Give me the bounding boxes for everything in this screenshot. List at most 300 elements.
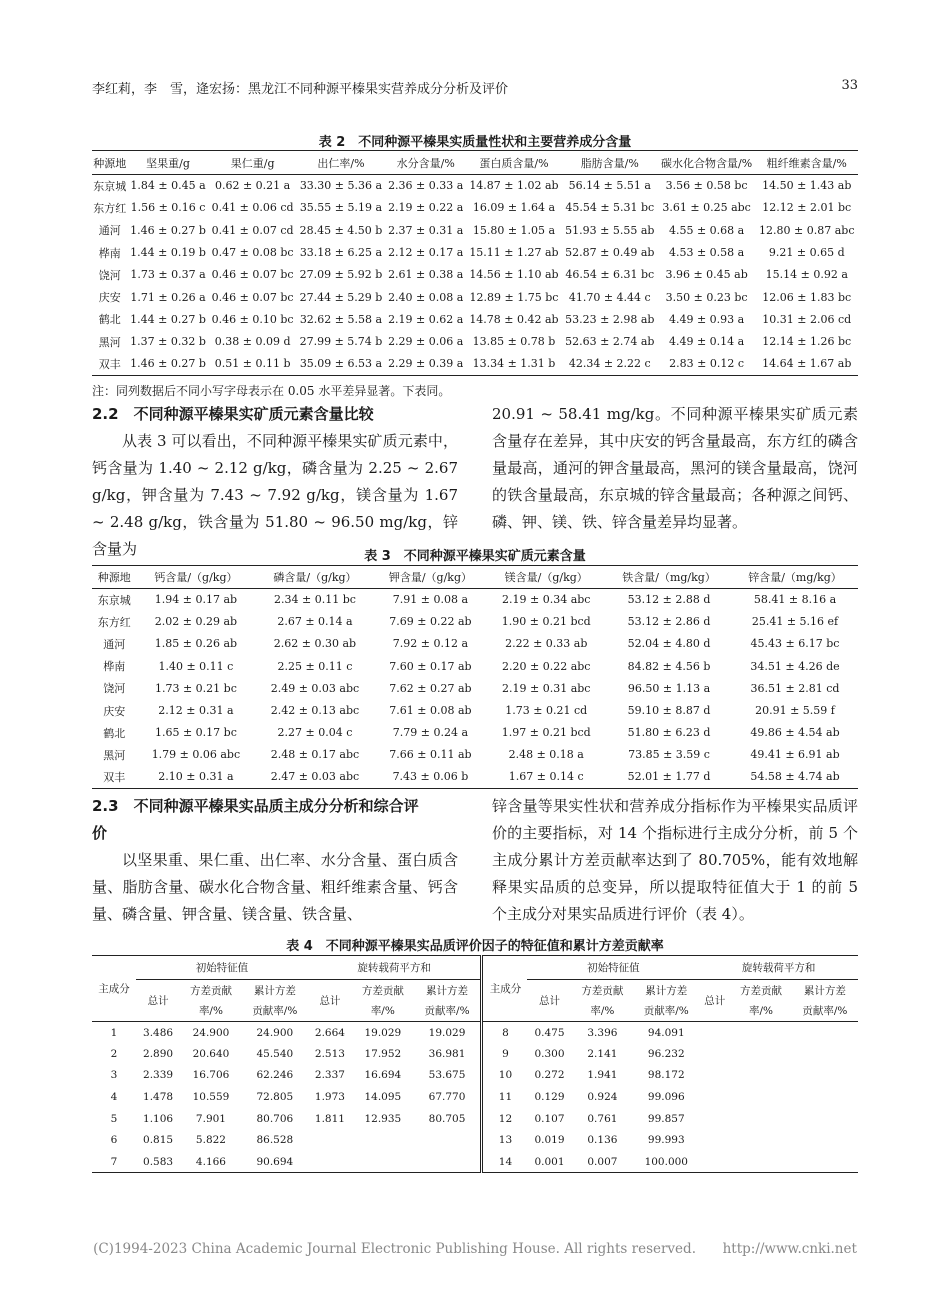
- table2-cell: 3.61 ± 0.25 abc: [662, 201, 751, 215]
- footer-copyright: (C)1994-2023 China Academic Journal Electronic Publishing House. All rights reserved.: [93, 1241, 696, 1257]
- table4-cell: 2.141: [587, 1047, 618, 1060]
- table4-cell: 94.091: [647, 1026, 685, 1039]
- table4-cell: [414, 1129, 482, 1151]
- table2: [92, 150, 858, 376]
- table2-cell: 0.62 ± 0.21 a: [214, 179, 291, 193]
- section-2-2-heading: 2.2 不同种源平榛果实矿质元素含量比较: [92, 405, 374, 423]
- table4-cell: 5.822: [195, 1134, 226, 1147]
- table3-cell: 2.34 ± 0.11 bc: [274, 593, 356, 607]
- table4-cell: 13: [482, 1129, 528, 1151]
- table4-cell: [414, 1151, 482, 1173]
- table4-cell: 14.095: [364, 1091, 402, 1104]
- table2-row-label: 黑河: [98, 335, 121, 349]
- table4-cell: [699, 1043, 730, 1065]
- table3-cell: 1.73 ± 0.21 bc: [154, 681, 237, 695]
- table2-cell: 33.30 ± 5.36 a: [299, 179, 383, 193]
- table-row: [92, 655, 858, 677]
- table4: [92, 955, 858, 1173]
- table2-column-header: 粗纤维素含量/%: [766, 156, 847, 170]
- table4-cell: 14: [482, 1151, 528, 1173]
- table2-column-header: 出仁率/%: [317, 156, 365, 170]
- section-2-3-heading-line1: 2.3 不同种源平榛果实品质主成分分析和综合评: [92, 797, 419, 815]
- table3-row-label: 东京城: [97, 593, 131, 607]
- table3-cell: 2.47 ± 0.03 abc: [270, 770, 360, 784]
- table4-cell: 4: [110, 1091, 118, 1104]
- section-2-3-left-column: [92, 847, 458, 928]
- table4-cell: 11: [482, 1086, 528, 1108]
- table4-cell: 16.706: [192, 1069, 230, 1082]
- table2-row-label: 桦南: [98, 246, 121, 260]
- section-2-3-right-column: [492, 793, 858, 928]
- section-2-2-paragraph-right: 20.91 ~ 58.41 mg/kg。不同种源平榛果实矿质元素含量存在差异，其中庆安的钙含量最高，东方红的磷含量最高，通河的钾含量最高，黑河的镁含量最高，饶河的铁含量最高，东京城的锌含量最高；各种源之间钙、磷、钾、镁、铁、锌含量差异均显著。: [492, 405, 858, 531]
- table2-cell: 15.14 ± 0.92 a: [765, 268, 848, 282]
- table4-header-initial-right: 初始特征值: [527, 956, 699, 980]
- table4-cell: [730, 1129, 792, 1151]
- table4-col-variance: 方差贡献: [581, 984, 624, 997]
- table4-col-variance-unit: 率/%: [198, 1005, 223, 1018]
- table2-cell: 2.37 ± 0.31 a: [388, 223, 464, 237]
- table2-cell: 1.56 ± 0.16 c: [130, 201, 206, 215]
- table2-row-label: 鹤北: [98, 313, 121, 327]
- table3-cell: 2.67 ± 0.14 a: [277, 615, 353, 629]
- table3-cell: 2.19 ± 0.31 abc: [502, 681, 591, 695]
- table4-cell: 53.675: [428, 1069, 466, 1082]
- table3-caption: 表 3 不同种源平榛果实矿质元素含量: [364, 549, 586, 564]
- table2-cell: 0.51 ± 0.11 b: [214, 357, 291, 371]
- table3-cell: 2.02 ± 0.29 ab: [154, 615, 238, 629]
- table4-cell: [792, 1129, 858, 1151]
- table4-col-variance: 方差贡献: [189, 984, 232, 997]
- table2-cell: 45.54 ± 5.31 bc: [565, 201, 655, 215]
- table4-cell: 80.706: [256, 1112, 294, 1125]
- table4-cell: 19.029: [364, 1026, 402, 1039]
- table4-cell: [792, 1151, 858, 1173]
- table2-cell: 27.09 ± 5.92 b: [299, 268, 383, 282]
- table4-col-total: 总计: [699, 980, 730, 1022]
- table3-cell: 2.19 ± 0.34 abc: [502, 593, 591, 607]
- table-row: [92, 1065, 858, 1087]
- table-row: [92, 219, 858, 241]
- table-row: [92, 1129, 858, 1151]
- table2-cell: 14.56 ± 1.10 ab: [469, 268, 559, 282]
- table2-column-header: 水分含量/%: [396, 156, 455, 170]
- table4-header-rotated-left: 旋转载荷平方和: [308, 956, 482, 980]
- table4-cell: [352, 1129, 414, 1151]
- table3-cell: 45.43 ± 6.17 bc: [750, 637, 840, 651]
- table2-cell: 10.31 ± 2.06 cd: [762, 312, 852, 326]
- table2-note: 注：同列数据后不同小写字母表示在 0.05 水平差异显著。下表同。: [92, 384, 451, 398]
- table4-cell: [699, 1151, 730, 1173]
- table-row: [92, 633, 858, 655]
- table3-cell: 7.61 ± 0.08 ab: [389, 704, 472, 718]
- table3-cell: 51.80 ± 6.23 d: [627, 726, 711, 740]
- table2-row-label: 庆安: [98, 291, 121, 305]
- table4-cell: 99.096: [647, 1091, 685, 1104]
- section-2-2-left-column: [92, 428, 458, 563]
- table3-cell: 2.20 ± 0.22 abc: [502, 659, 591, 673]
- table2-column-header: 果仁重/g: [230, 156, 275, 170]
- table3-cell: 59.10 ± 8.87 d: [627, 704, 711, 718]
- table4-col-total: 总计: [308, 980, 352, 1022]
- table2-row-label: 东京城: [93, 179, 127, 193]
- table2-cell: 4.53 ± 0.58 a: [668, 246, 745, 260]
- table2-cell: 14.78 ± 0.42 ab: [469, 312, 559, 326]
- table4-caption: 表 4 不同种源平榛果实品质评价因子的特征值和累计方差贡献率: [286, 939, 664, 954]
- table2-cell: 0.46 ± 0.10 bc: [211, 312, 294, 326]
- table2-column-header: 坚果重/g: [146, 156, 190, 170]
- table4-cell: [308, 1151, 352, 1173]
- table3-row-label: 鹤北: [103, 726, 126, 740]
- table3-cell: 7.79 ± 0.24 a: [392, 726, 469, 740]
- table2-caption: 表 2 不同种源平榛果实质量性状和主要营养成分含量: [318, 135, 632, 150]
- table4-cell: 99.857: [647, 1112, 685, 1125]
- table2-cell: 13.34 ± 1.31 b: [472, 357, 556, 371]
- table3-cell: 7.62 ± 0.27 ab: [389, 681, 472, 695]
- table4-cell: 2.339: [143, 1069, 174, 1082]
- table-row: [92, 1043, 858, 1065]
- table4-cell: 1.106: [143, 1112, 174, 1125]
- table4-cell: [699, 1065, 730, 1087]
- table3-row-label: 双丰: [103, 770, 126, 784]
- table3-cell: 1.90 ± 0.21 bcd: [501, 615, 591, 629]
- table4-cell: 0.761: [587, 1112, 618, 1125]
- table4-cell: [730, 1065, 792, 1087]
- table3-cell: 2.27 ± 0.04 c: [277, 726, 353, 740]
- table4-cell: 90.694: [256, 1155, 294, 1168]
- table4-cell: [792, 1065, 858, 1087]
- table3-column-header: 种源地: [97, 571, 131, 584]
- table2-cell: 3.96 ± 0.45 ab: [665, 268, 748, 282]
- table4-cell: 0.475: [534, 1026, 565, 1039]
- table2-column-header: 蛋白质含量/%: [479, 156, 549, 170]
- table3-cell: 49.86 ± 4.54 ab: [750, 726, 840, 740]
- table4-col-cumulative: 累计方差: [645, 984, 688, 997]
- table-row: [92, 744, 858, 766]
- table4-cell: 0.019: [534, 1134, 565, 1147]
- table2-cell: 27.99 ± 5.74 b: [299, 335, 383, 349]
- table4-col-variance: 方差贡献: [739, 984, 782, 997]
- table3-cell: 1.40 ± 0.11 c: [158, 659, 234, 673]
- table3: [92, 565, 858, 789]
- table4-cell: [792, 1022, 858, 1044]
- table2-cell: 12.12 ± 2.01 bc: [762, 201, 852, 215]
- table4-cell: 0.136: [587, 1134, 618, 1147]
- table4-cell: 0.007: [587, 1155, 618, 1168]
- table-row: [92, 308, 858, 330]
- table4-cell: 0.001: [534, 1155, 565, 1168]
- table4-col-cumulative: 累计方差: [253, 984, 296, 997]
- table3-cell: 1.79 ± 0.06 abc: [151, 748, 241, 762]
- table3-cell: 1.97 ± 0.21 bcd: [501, 726, 591, 740]
- table3-column-header: 镁含量/（g/kg）: [504, 571, 588, 584]
- table3-cell: 7.69 ± 0.22 ab: [389, 615, 472, 629]
- table2-cell: 16.09 ± 1.64 a: [472, 201, 556, 215]
- table4-header-component-left: 主成分: [92, 956, 136, 1022]
- table2-cell: 1.37 ± 0.32 b: [130, 335, 206, 349]
- table4-cell: 2.664: [314, 1026, 345, 1039]
- table2-cell: 53.23 ± 2.98 ab: [565, 312, 655, 326]
- table2-cell: 35.55 ± 5.19 a: [299, 201, 383, 215]
- table3-cell: 49.41 ± 6.91 ab: [750, 748, 840, 762]
- table2-cell: 46.54 ± 6.31 bc: [565, 268, 655, 282]
- table4-cell: 24.900: [192, 1026, 230, 1039]
- table4-col-cumulative-unit: 贡献率/%: [802, 1005, 848, 1018]
- table4-cell: 2.513: [314, 1047, 345, 1060]
- table4-col-cumulative: 累计方差: [803, 984, 846, 997]
- table2-cell: 2.40 ± 0.08 a: [388, 290, 464, 304]
- table2-cell: 1.84 ± 0.45 a: [130, 179, 206, 193]
- table4-cell: 67.770: [428, 1091, 466, 1104]
- table4-cell: [699, 1108, 730, 1130]
- table2-cell: 4.55 ± 0.68 a: [668, 223, 745, 237]
- table2-cell: 41.70 ± 4.44 c: [568, 290, 651, 304]
- table4-cell: 0.272: [534, 1069, 565, 1082]
- table3-column-header: 钾含量/（g/kg）: [388, 571, 473, 584]
- running-header: [92, 78, 858, 97]
- table4-cell: 100.000: [644, 1155, 688, 1168]
- table2-cell: 14.87 ± 1.02 ab: [469, 179, 559, 193]
- table4-cell: 24.900: [256, 1026, 294, 1039]
- table3-column-header: 磷含量/（g/kg）: [273, 571, 357, 584]
- table4-cell: 2: [110, 1047, 118, 1060]
- table3-cell: 2.49 ± 0.03 abc: [270, 681, 360, 695]
- table3-cell: 2.22 ± 0.33 ab: [505, 637, 588, 651]
- table4-cell: [730, 1108, 792, 1130]
- table2-cell: 0.47 ± 0.08 bc: [211, 246, 294, 260]
- table3-cell: 53.12 ± 2.88 d: [627, 593, 711, 607]
- section-2-3-heading: [92, 793, 458, 847]
- table4-cell: [699, 1129, 730, 1151]
- table4-cell: [730, 1151, 792, 1173]
- table3-column-header: 锌含量/（mg/kg）: [748, 571, 842, 584]
- table3-cell: 2.48 ± 0.17 abc: [270, 748, 360, 762]
- table-row: [92, 331, 858, 353]
- table4-cell: 0.815: [143, 1134, 174, 1147]
- table4-col-total: 总计: [527, 980, 571, 1022]
- table3-cell: 96.50 ± 1.13 a: [627, 681, 711, 695]
- table4-header-rotated-right: 旋转载荷平方和: [699, 956, 858, 980]
- table2-cell: 15.80 ± 1.05 a: [472, 223, 556, 237]
- table-row: [92, 766, 858, 788]
- table2-row-label: 通河: [98, 224, 121, 238]
- table-row: [92, 286, 858, 308]
- table2-cell: 1.71 ± 0.26 a: [130, 290, 206, 304]
- table2-cell: 14.50 ± 1.43 ab: [762, 179, 852, 193]
- footer: [0, 1241, 950, 1257]
- table2-cell: 32.62 ± 5.58 a: [299, 312, 383, 326]
- table4-cell: [699, 1086, 730, 1108]
- section-2-2-paragraph-left: 从表 3 可以看出，不同种源平榛果实矿质元素中，钙含量为 1.40 ~ 2.12 g/kg，磷含量为 2.25 ~ 2.67 g/kg，钾含量为 7.43 ~ 7.92 g/kg，镁含量为 1.67 ~ 2.48 g/kg，铁含量为 51.80 ~ 96.50 mg/kg，锌含量为: [92, 432, 458, 558]
- table2-cell: 56.14 ± 5.51 a: [568, 179, 651, 193]
- table-row: [92, 241, 858, 263]
- table3-cell: 7.60 ± 0.17 ab: [389, 659, 472, 673]
- table4-cell: 12: [482, 1108, 528, 1130]
- footer-url: http://www.cnki.net: [722, 1241, 857, 1257]
- table4-cell: [699, 1022, 730, 1044]
- table2-cell: 2.19 ± 0.62 a: [388, 312, 464, 326]
- table3-cell: 84.82 ± 4.56 b: [627, 659, 711, 673]
- table4-col-variance-unit: 率/%: [748, 1005, 773, 1018]
- table3-cell: 7.43 ± 0.06 b: [392, 770, 469, 784]
- table2-cell: 0.38 ± 0.09 d: [214, 335, 291, 349]
- table3-row-label: 庆安: [103, 704, 126, 718]
- table3-cell: 7.92 ± 0.12 a: [392, 637, 469, 651]
- table2-cell: 1.46 ± 0.27 b: [130, 357, 206, 371]
- table3-cell: 73.85 ± 3.59 c: [628, 748, 710, 762]
- table3-row-label: 饶河: [103, 682, 126, 696]
- table2-cell: 2.61 ± 0.38 a: [388, 268, 464, 282]
- table4-cell: 86.528: [256, 1134, 294, 1147]
- table3-cell: 52.04 ± 4.80 d: [627, 637, 711, 651]
- table4-cell: 0.924: [587, 1091, 618, 1104]
- table3-column-header: 铁含量/（mg/kg）: [622, 571, 716, 584]
- table3-cell: 1.94 ± 0.17 ab: [154, 593, 238, 607]
- table2-cell: 3.50 ± 0.23 bc: [665, 290, 748, 304]
- table2-cell: 12.89 ± 1.75 bc: [469, 290, 559, 304]
- table4-cell: 62.246: [256, 1069, 294, 1082]
- table4-cell: 16.694: [364, 1069, 402, 1082]
- table4-cell: 3.486: [143, 1026, 174, 1039]
- table3-cell: 20.91 ± 5.59 f: [755, 704, 835, 718]
- table4-cell: [352, 1151, 414, 1173]
- table4-col-variance: 方差贡献: [361, 984, 404, 997]
- table4-cell: [308, 1129, 352, 1151]
- table3-cell: 2.25 ± 0.11 c: [277, 659, 353, 673]
- running-title: 李红莉，李 雪，逄宏扬：黑龙江不同种源平榛果实营养成分分析及评价: [92, 82, 509, 97]
- table2-cell: 28.45 ± 4.50 b: [299, 223, 383, 237]
- table2-cell: 35.09 ± 6.53 a: [299, 357, 383, 371]
- table2-cell: 12.80 ± 0.87 abc: [759, 223, 855, 237]
- table4-header-component-right: 主成分: [482, 956, 528, 1022]
- table3-row-label: 东方红: [97, 615, 131, 629]
- table4-cell: 0.583: [143, 1155, 174, 1168]
- table4-cell: 17.952: [364, 1047, 402, 1060]
- table4-cell: 20.640: [192, 1047, 230, 1060]
- table3-cell: 1.73 ± 0.21 cd: [505, 704, 588, 718]
- table3-cell: 2.62 ± 0.30 ab: [273, 637, 357, 651]
- table3-row-label: 通河: [103, 637, 126, 651]
- table4-cell: 4.166: [195, 1155, 226, 1168]
- table3-row-label: 黑河: [103, 748, 126, 762]
- table2-cell: 1.73 ± 0.37 a: [130, 268, 206, 282]
- table-row: [92, 677, 858, 699]
- table4-cell: 36.981: [428, 1047, 466, 1060]
- table4-cell: 2.890: [143, 1047, 174, 1060]
- table4-cell: 1: [110, 1026, 118, 1039]
- table4-cell: 7.901: [195, 1112, 226, 1125]
- table4-cell: 8: [482, 1022, 528, 1044]
- table-row: [92, 1151, 858, 1173]
- table2-cell: 2.29 ± 0.39 a: [388, 357, 464, 371]
- table2-row-label: 东方红: [93, 201, 127, 215]
- table2-cell: 0.46 ± 0.07 bc: [211, 268, 294, 282]
- table3-cell: 2.10 ± 0.31 a: [158, 770, 234, 784]
- table4-cell: 1.973: [314, 1091, 345, 1104]
- table2-cell: 51.93 ± 5.55 ab: [565, 223, 655, 237]
- table3-cell: 2.42 ± 0.13 abc: [270, 704, 360, 718]
- table4-cell: 6: [110, 1134, 118, 1147]
- table4-cell: 2.337: [314, 1069, 345, 1082]
- table4-cell: 3: [110, 1069, 118, 1082]
- table4-header-initial-left: 初始特征值: [136, 956, 308, 980]
- table3-cell: 58.41 ± 8.16 a: [753, 593, 837, 607]
- table2-cell: 12.14 ± 1.26 bc: [762, 335, 852, 349]
- page-number: 33: [841, 78, 858, 93]
- table4-cell: [730, 1043, 792, 1065]
- table4-cell: 5: [110, 1112, 118, 1125]
- table4-cell: 9: [482, 1043, 528, 1065]
- table3-cell: 36.51 ± 2.81 cd: [750, 681, 840, 695]
- table4-col-total: 总计: [136, 980, 180, 1022]
- table2-cell: 13.85 ± 0.78 b: [472, 335, 556, 349]
- table4-cell: 1.811: [314, 1112, 345, 1125]
- table3-cell: 54.58 ± 4.74 ab: [750, 770, 840, 784]
- table4-cell: [730, 1086, 792, 1108]
- table4-col-cumulative-unit: 贡献率/%: [252, 1005, 298, 1018]
- table4-col-cumulative-unit: 贡献率/%: [643, 1005, 689, 1018]
- table4-cell: 12.935: [364, 1112, 402, 1125]
- table2-column-header: 脂肪含量/%: [580, 156, 639, 170]
- table2-cell: 2.83 ± 0.12 c: [669, 357, 745, 371]
- table4-cell: 0.107: [534, 1112, 565, 1125]
- table3-cell: 53.12 ± 2.86 d: [627, 615, 711, 629]
- table2-cell: 9.21 ± 0.65 d: [768, 246, 845, 260]
- table4-cell: 7: [110, 1155, 118, 1168]
- table4-cell: [792, 1043, 858, 1065]
- table4-cell: 10.559: [192, 1091, 230, 1104]
- table3-cell: 1.85 ± 0.26 ab: [154, 637, 238, 651]
- table2-cell: 0.46 ± 0.07 bc: [211, 290, 294, 304]
- table2-cell: 3.56 ± 0.58 bc: [665, 179, 748, 193]
- table-row: [92, 1022, 858, 1044]
- table-row: [92, 589, 858, 611]
- table4-cell: 19.029: [428, 1026, 466, 1039]
- table3-cell: 34.51 ± 4.26 de: [750, 659, 840, 673]
- section-2-3-heading-line2: 价: [92, 824, 108, 842]
- table2-cell: 14.64 ± 1.67 ab: [762, 357, 852, 371]
- table-row: [92, 611, 858, 633]
- table-row: [92, 264, 858, 286]
- section-2-3-paragraph-left: 以坚果重、果仁重、出仁率、水分含量、蛋白质含量、脂肪含量、碳水化合物含量、粗纤维素含量、钙含量、磷含量、钾含量、镁含量、铁含量、: [92, 851, 458, 923]
- table3-cell: 25.41 ± 5.16 ef: [751, 615, 839, 629]
- table4-col-cumulative: 累计方差: [426, 984, 469, 997]
- table4-cell: 1.941: [587, 1069, 618, 1082]
- table4-cell: [730, 1022, 792, 1044]
- table4-cell: 98.172: [647, 1069, 685, 1082]
- table4-cell: 96.232: [647, 1047, 685, 1060]
- table2-cell: 52.87 ± 0.49 ab: [565, 246, 655, 260]
- table4-cell: [792, 1086, 858, 1108]
- table4-cell: 3.396: [587, 1026, 618, 1039]
- table4-cell: 45.540: [256, 1047, 294, 1060]
- table2-cell: 42.34 ± 2.22 c: [568, 357, 651, 371]
- table4-cell: 10: [482, 1065, 528, 1087]
- table4-cell: 72.805: [256, 1091, 294, 1104]
- table4-cell: 99.993: [647, 1134, 685, 1147]
- table4-col-variance-unit: 率/%: [590, 1005, 615, 1018]
- table2-column-header: 种源地: [93, 156, 127, 170]
- table2-cell: 2.36 ± 0.33 a: [388, 179, 464, 193]
- table2-cell: 2.19 ± 0.22 a: [388, 201, 464, 215]
- table4-cell: 80.705: [428, 1112, 466, 1125]
- section-2-3-paragraph-right: 锌含量等果实性状和营养成分指标作为平榛果实品质评价的主要指标，对 14 个指标进行主成分分析，前 5 个主成分累计方差贡献率达到了 80.705%，能有效地解释果实品质的总变异，所以提取特征值大于 1 的前 5 个主成分对果实品质进行评价（表 4）。: [492, 797, 858, 923]
- table2-cell: 0.41 ± 0.07 cd: [211, 223, 294, 237]
- table2-cell: 2.12 ± 0.17 a: [388, 246, 464, 260]
- table4-cell: 1.478: [143, 1091, 174, 1104]
- table2-cell: 4.49 ± 0.14 a: [668, 335, 745, 349]
- table2-cell: 1.44 ± 0.19 b: [130, 246, 206, 260]
- table2-cell: 52.63 ± 2.74 ab: [565, 335, 655, 349]
